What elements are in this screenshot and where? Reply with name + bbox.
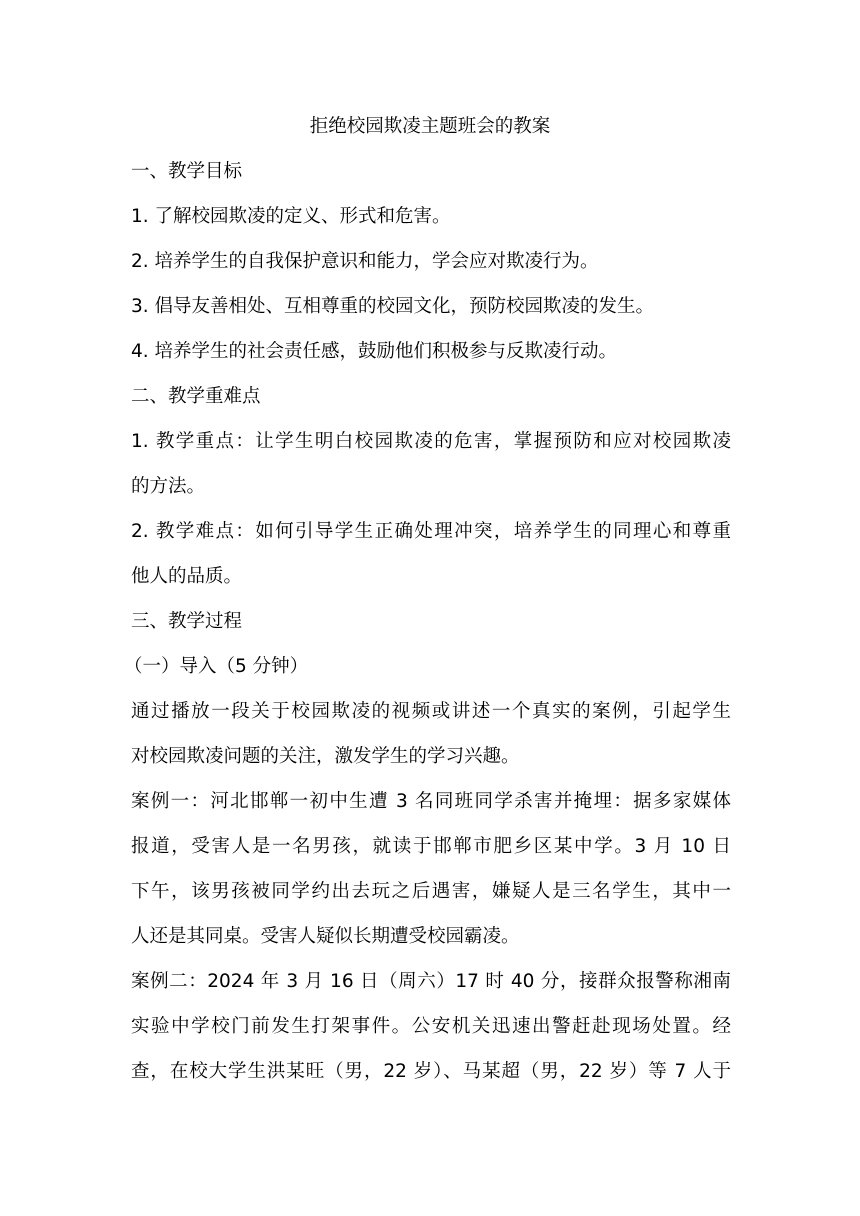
difficult-point-line: 2. 教学难点：如何引导学生正确处理冲突，培养学生的同理心和尊重 — [131, 521, 731, 542]
objective-item-3: 3. 倡导友善相处、互相尊重的校园文化，预防校园欺凌的发生。 — [131, 296, 655, 317]
case-one-line: 案例一：河北邯郸一初中生遭 3 名同班同学杀害并掩埋：据多家媒体 — [131, 791, 731, 812]
case-two-line: 实验中学校门前发生打架事件。公安机关迅速出警赶赴现场处置。经 — [131, 1016, 731, 1037]
case-one-line: 报道，受害人是一名男孩，就读于邯郸市肥乡区某中学。3 月 10 日 — [131, 836, 731, 857]
case-two-line: 案例二：2024 年 3 月 16 日（周六）17 时 40 分，接群众报警称湘南 — [131, 971, 731, 992]
key-point-line: 1. 教学重点：让学生明白校园欺凌的危害，掌握预防和应对校园欺凌 — [131, 431, 731, 452]
difficult-point-line: 他人的品质。 — [131, 566, 243, 587]
subsection-heading-intro: （一）导入（5 分钟） — [124, 656, 309, 677]
section-heading-key-points: 二、教学重难点 — [131, 386, 261, 407]
objective-item-4: 4. 培养学生的社会责任感，鼓励他们积极参与反欺凌行动。 — [131, 341, 618, 362]
case-one-line: 下午，该男孩被同学约出去玩之后遇害，嫌疑人是三名学生，其中一 — [131, 881, 731, 902]
case-two-line: 查，在校大学生洪某旺（男，22 岁）、马某超（男，22 岁）等 7 人于 — [131, 1061, 731, 1082]
section-heading-process: 三、教学过程 — [131, 611, 243, 632]
objective-item-1: 1. 了解校园欺凌的定义、形式和危害。 — [131, 206, 451, 227]
section-heading-objectives: 一、教学目标 — [131, 161, 243, 182]
case-one-line: 人还是其同桌。受害人疑似长期遭受校园霸凌。 — [131, 926, 520, 947]
document-title: 拒绝校园欺凌主题班会的教案 — [309, 116, 551, 137]
objective-item-2: 2. 培养学生的自我保护意识和能力，学会应对欺凌行为。 — [131, 251, 599, 272]
paragraph-line: 通过播放一段关于校园欺凌的视频或讲述一个真实的案例，引起学生 — [131, 701, 731, 722]
paragraph-line: 对校园欺凌问题的关注，激发学生的学习兴趣。 — [131, 746, 520, 767]
key-point-line: 的方法。 — [131, 476, 206, 497]
